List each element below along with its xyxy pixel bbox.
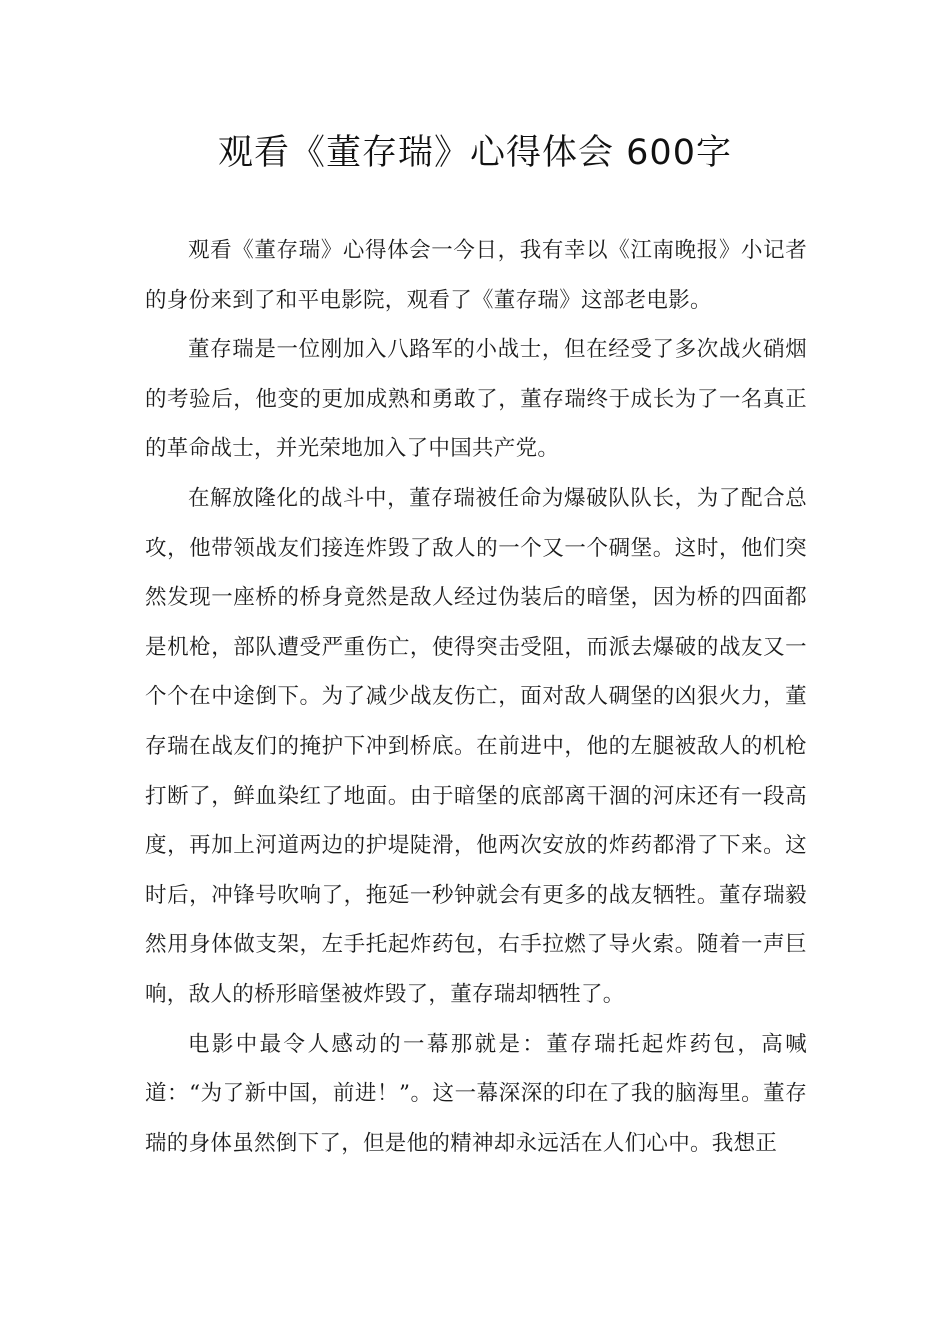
document-body (145, 226, 807, 1168)
paragraph-2: 董存瑞是一位刚加入八路军的小战士，但在经受了多次战火硝烟的考验后，他变的更加成熟和勇敢了，董存瑞终于成长为了一名真正的革命战士，并光荣地加入了中国共产党。 (145, 337, 807, 462)
paragraph-4: 电影中最令人感动的一幕那就是：董存瑞托起炸药包，高喊道：“为了新中国，前进！”。这一幕深深的印在了我的脑海里。董存瑞的身体虽然倒下了，但是他的精神却永远活在人们心中。我想正 (145, 1031, 807, 1156)
document-title: 观看《董存瑞》心得体会 600字 (218, 133, 732, 173)
paragraph-3: 在解放隆化的战斗中，董存瑞被任命为爆破队队长，为了配合总攻，他带领战友们接连炸毁了敌人的一个又一个碉堡。这时，他们突然发现一座桥的桥身竟然是敌人经过伪装后的暗堡，因为桥的四面都是机枪，部队遭受严重伤亡，使得突击受阻，而派去爆破的战友又一个个在中途倒下。为了减少战友伤亡，面对敌人碉堡的凶狠火力，董存瑞在战友们的掩护下冲到桥底。在前进中，他的左腿被敌人的机枪打断了，鲜血染红了地面。由于暗堡的底部离干涸的河床还有一段高度，再加上河道两边的护堤陡滑，他两次安放的炸药都滑了下来。这时后，冲锋号吹响了，拖延一秒钟就会有更多的战友牺牲。董存瑞毅然用身体做支架，左手托起炸药包，右手拉燃了导火索。随着一声巨响，敌人的桥形暗堡被炸毁了，董存瑞却牺牲了。 (145, 485, 807, 1007)
paragraph-1: 观看《董存瑞》心得体会一今日，我有幸以《江南晚报》小记者的身份来到了和平电影院，观看了《董存瑞》这部老电影。 (145, 238, 807, 313)
